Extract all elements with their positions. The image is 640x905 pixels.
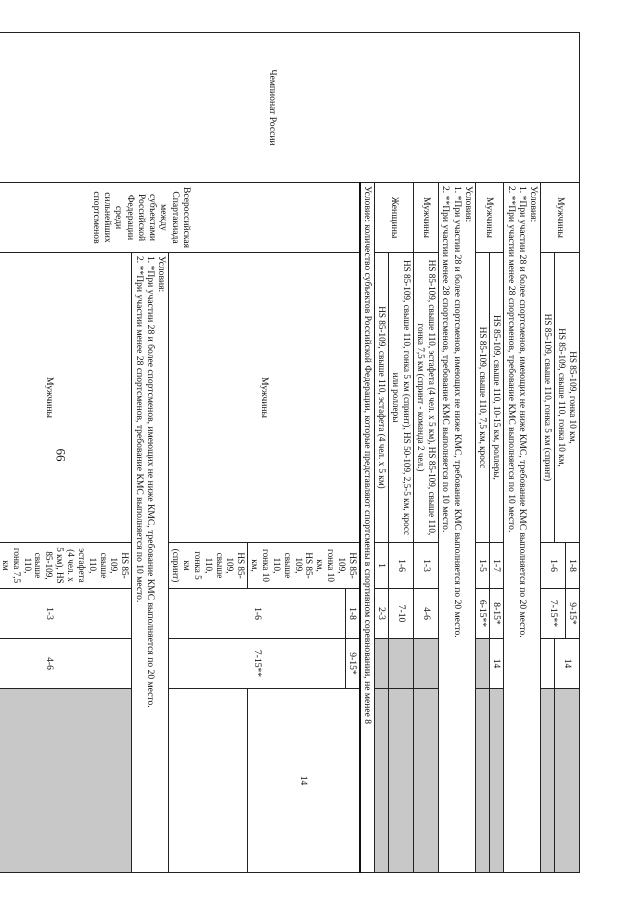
rank-cell: 7-15** — [541, 589, 565, 639]
event-cell: HS 85-109, свыше 110, эстафета (4 чел. х 5 км), HS 85-109, свыше 110, гонка 7,5 км — [0, 543, 132, 589]
rank-cell: 4-6 — [414, 589, 439, 639]
spartakiad-title: Всероссийская Спартакиада между субъектами Российской Федерации среди сильнейших спортсменов — [0, 183, 360, 253]
rank-cell: 1-3 — [0, 589, 132, 639]
gender-cell: Мужчины — [541, 183, 580, 253]
shaded-cell — [475, 639, 489, 689]
rank-cell: 1-5 — [475, 543, 489, 589]
shaded-cell — [0, 689, 132, 873]
rank-cell: 2-3 — [375, 589, 389, 639]
rank-cell: 1-8 — [345, 589, 360, 639]
rank-cell: 14 — [490, 639, 504, 689]
gender-cell: Мужчины — [0, 253, 132, 543]
conditions-text: Условие: количество субъектов Российской Федерации, которые представляют спортсмены в спортивном соревновании, не менее 8 — [360, 183, 375, 873]
conditions-text: Условия: 1. *При участии 28 и более спортсменов, имеющих не ниже КМС, требование КМС выполняется по 20 место. 2. **При участии менее 28 спортсменов, требование КМС выполняется по 10 место. — [438, 183, 475, 873]
shaded-cell — [389, 639, 414, 689]
sports-norms-table — [0, 32, 580, 873]
conditions-text: Условия: 1. *При участии 28 и более спортсменов, имеющих не ниже КМС, требование КМС выполняется по 20 место. 2. **При участии менее 28 спортсменов, требование КМС выполняется по 10 место. — [504, 183, 541, 873]
rank-cell: 9-15* — [345, 639, 360, 689]
event-cell: HS 85-109, гонка 10 км, HS 85-109, свыше 110, гонка 10 км, — [248, 543, 360, 589]
shaded-cell — [414, 639, 439, 689]
table-row — [565, 33, 579, 873]
rank-cell: 4-6 — [0, 639, 132, 689]
conditions-text: Условия: 1. *При участии 28 и более спортсменов, имеющих не ниже КМС, требование КМС выполняется по 20 место. 2. **При участии менее 28 спортсменов, требование КМС выполняется по 10 место. — [132, 253, 169, 873]
rank-cell: 1-3 — [414, 543, 439, 589]
rank-cell: 14 — [248, 689, 360, 873]
championship-title: Чемпионат России — [0, 33, 580, 183]
rank-cell: 1-7 — [490, 543, 504, 589]
rank-cell: 6-15** — [475, 589, 489, 639]
event-cell: HS 85-109, свыше 110, эстафета (4 чел. х 5 км), HS 85-109, свыше 110, гонка 7,5 км (спринт - команда 2 чел.) — [414, 253, 439, 543]
event-cell: HS 85-109, свыше 110, 7,5 км, кросс — [475, 253, 489, 543]
rank-cell: 1-6 — [389, 543, 414, 589]
shaded-cell — [389, 689, 414, 873]
shaded-cell — [541, 689, 555, 873]
rank-cell: 1-6 — [541, 543, 565, 589]
rank-cell: 14 — [555, 639, 580, 689]
empty-cell — [541, 639, 555, 689]
rank-cell: 1-8 — [565, 543, 579, 589]
shaded-cell — [375, 689, 389, 873]
gender-cell: Женщины — [375, 183, 414, 253]
shaded-cell — [375, 639, 389, 689]
page-number: 66 — [53, 448, 69, 462]
gender-cell: Мужчины — [169, 253, 360, 543]
shaded-cell — [555, 689, 580, 873]
rank-cell: 1-6 — [169, 589, 345, 639]
shaded-cell — [475, 689, 489, 873]
rotated-table-area — [0, 32, 580, 872]
event-cell: HS 85-109, свыше 110, 10-15 км, роллеры, — [490, 253, 504, 543]
empty-cell — [169, 689, 248, 873]
rank-cell: 9-15* — [565, 589, 579, 639]
rank-cell: 7-15** — [169, 639, 345, 689]
rank-cell: 8-15* — [490, 589, 504, 639]
rank-cell: 1 — [375, 543, 389, 589]
gender-cell: Мужчины — [475, 183, 504, 253]
event-cell: HS 85-109, свыше 110, гонка 5 км (спринт) — [541, 253, 555, 543]
event-cell: HS 85-109, свыше 110, гонка 5 км (спринт), HS 50-109, 2,5-5 км, кросс или роллеры — [389, 253, 414, 543]
gender-cell: Мужчины — [414, 183, 439, 253]
event-cell: HS 85-109, свыше 110, гонка 5 км (спринт) — [169, 543, 248, 589]
shaded-cell — [414, 689, 439, 873]
rank-cell: 7-10 — [389, 589, 414, 639]
event-cell: HS 85-109, гонка 10 км, HS 85-109, свыше 110, гонка 10 км, — [555, 253, 580, 543]
shaded-cell — [490, 689, 504, 873]
event-cell: HS 85-109, свыше 110, эстафета (4 чел. х 5 км) — [375, 253, 389, 543]
